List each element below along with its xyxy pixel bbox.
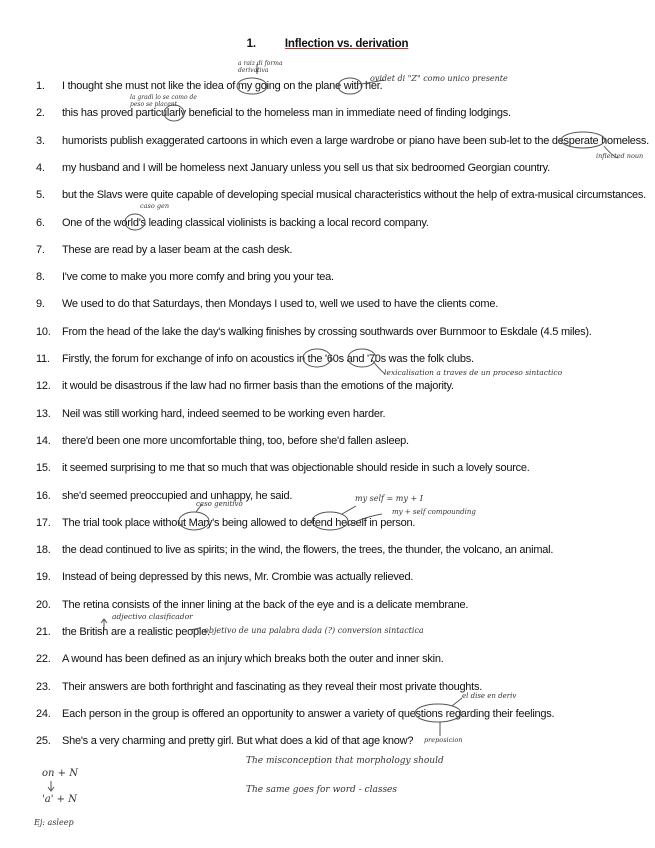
sentence-text: the dead continued to live as spirits; in the wind, the flowers, the trees, the thunder, the volcano, an animal. bbox=[62, 544, 554, 557]
note-21-top: adjectivo clasificador bbox=[112, 612, 193, 621]
sentence-text: One of the world's leading classical violinists is backing a local record company. bbox=[62, 216, 429, 229]
sentence-row bbox=[0, 653, 655, 671]
note-24-bottom: preposicion bbox=[424, 736, 463, 744]
sentence-text: Each person in the group is offered an opportunity to answer a variety of questions regarding their feelings. bbox=[62, 707, 555, 720]
sentence-row bbox=[0, 298, 655, 316]
sentence-text: the British are a realistic people. bbox=[62, 626, 210, 638]
sentence-row bbox=[0, 244, 655, 262]
sentence-number: 17. bbox=[36, 516, 51, 529]
sentence-text: The trial took place without Mary's being allowed to defend herself in person. bbox=[62, 516, 416, 529]
sentence-text: We used to do that Saturdays, then Mondays I used to, well we used to have the clients come. bbox=[62, 298, 499, 311]
sentence-number: 15. bbox=[36, 462, 51, 475]
sentence-number: 13. bbox=[36, 407, 51, 420]
sentence-text: I've come to make you more comfy and bring you your tea. bbox=[62, 271, 334, 284]
sentence-number: 21. bbox=[36, 626, 51, 638]
title-text: Inflection vs. derivation bbox=[284, 38, 409, 50]
sentence-row bbox=[0, 80, 655, 98]
sentence-row bbox=[0, 708, 655, 726]
sentence-text: there'd been one more uncomfortable thing, too, before she'd fallen asleep. bbox=[62, 434, 409, 447]
sentence-number: 23. bbox=[36, 680, 51, 693]
note-left-1: on + N bbox=[42, 768, 78, 779]
sentence-text: Firstly, the forum for exchange of info on acoustics in the '60s and '70s was the folk clubs. bbox=[62, 353, 474, 365]
sentence-row bbox=[0, 599, 655, 617]
note-bottom-1: The misconception that morphology should bbox=[246, 756, 444, 766]
sentence-row bbox=[0, 517, 655, 535]
title-number: 1. bbox=[246, 38, 256, 50]
note-17-top-a: caso genitivo bbox=[196, 500, 243, 508]
sentence-number: 4. bbox=[36, 161, 45, 174]
sentence-number: 8. bbox=[36, 271, 45, 284]
note-left-2: 'a' + N bbox=[42, 794, 77, 805]
sentence-text: Neil was still working hard, indeed seemed to be working even harder. bbox=[62, 407, 386, 420]
sentence-row bbox=[0, 681, 655, 699]
note-6-top: caso gen bbox=[140, 202, 170, 210]
note-1-right: ovidet di "Z" como unico presente bbox=[370, 74, 508, 83]
sentence-row bbox=[0, 408, 655, 426]
sentence-row bbox=[0, 189, 655, 207]
sentence-number: 24. bbox=[36, 707, 51, 720]
sentence-number: 18. bbox=[36, 544, 51, 557]
sentence-text: Instead of being depressed by this news, Mr. Crombie was actually relieved. bbox=[62, 571, 414, 584]
sentence-number: 1. bbox=[36, 80, 45, 92]
sentence-number: 19. bbox=[36, 571, 51, 584]
sentence-row bbox=[0, 326, 655, 344]
note-3-right: inflected noun bbox=[596, 152, 644, 160]
sentence-row bbox=[0, 544, 655, 562]
sentence-number: 9. bbox=[36, 298, 45, 311]
sentence-row bbox=[0, 435, 655, 453]
note-17-top-b: my self = my + I bbox=[355, 494, 423, 503]
sentence-row bbox=[0, 107, 655, 125]
sentence-number: 22. bbox=[36, 653, 51, 666]
sentence-row bbox=[0, 490, 655, 508]
note-bottom-2: The same goes for word - classes bbox=[246, 785, 398, 795]
note-21-right: objetivo de una palabra dada (?) conversion sintactica bbox=[204, 626, 424, 635]
note-2-top: la gradi lo se como de peso se placent bbox=[130, 94, 197, 108]
sentence-row bbox=[0, 571, 655, 589]
sentence-row bbox=[0, 135, 655, 153]
sentence-text: Their answers are both forthright and fascinating as they reveal their most private thoughts. bbox=[62, 680, 483, 693]
sentence-row bbox=[0, 162, 655, 180]
note-1-top: a raiz di forma derivativa bbox=[238, 60, 283, 74]
sentence-text: this has proved particularly beneficial to the homeless man in immediate need of finding lodgings. bbox=[62, 107, 511, 120]
sentence-text: From the head of the lake the day's walking finishes by crossing southwards over Burnmoor to Eskdale (4.5 miles). bbox=[62, 325, 592, 338]
page-title bbox=[0, 38, 655, 50]
sentence-text: but the Slavs were quite capable of developing special musical characteristics without the help of extra-musical circumstances. bbox=[62, 189, 646, 202]
sentence-text: I thought she must not like the idea of my going on the plane with her. bbox=[62, 80, 383, 92]
note-24-top: el dise en deriv bbox=[462, 692, 517, 700]
sentence-text: humorists publish exaggerated cartoons in which even a large wardrobe or piano have been sub-let to the desperate homeless. bbox=[62, 134, 649, 147]
sentence-row bbox=[0, 217, 655, 235]
sentence-text: it would be disastrous if the law had no firmer basis than the emotions of the majority. bbox=[62, 380, 454, 393]
sentence-number: 6. bbox=[36, 216, 45, 229]
sentence-text: it seemed surprising to me that so much that was objectionable should reside in such a lovely source. bbox=[62, 462, 530, 475]
sentence-row bbox=[0, 271, 655, 289]
sentence-text: She's a very charming and pretty girl. But what does a kid of that age know? bbox=[62, 735, 414, 748]
sentence-row bbox=[0, 462, 655, 480]
note-left-3: Ej: asleep bbox=[34, 818, 74, 827]
sentence-number: 5. bbox=[36, 189, 45, 202]
sentence-row bbox=[0, 380, 655, 398]
note-11-right: lexicalisation a traves de un proceso sintactico bbox=[384, 368, 563, 377]
sentence-number: 3. bbox=[36, 134, 45, 147]
sentence-number: 16. bbox=[36, 489, 51, 502]
sentence-text: The retina consists of the inner lining at the back of the eye and is a delicate membrane. bbox=[62, 598, 469, 611]
sentence-number: 20. bbox=[36, 598, 51, 611]
sentence-number: 2. bbox=[36, 107, 45, 120]
sentence-number: 11. bbox=[36, 353, 50, 365]
sentence-number: 7. bbox=[36, 243, 45, 256]
note-17-right: my + self compounding bbox=[392, 508, 476, 516]
sentence-number: 10. bbox=[36, 325, 51, 338]
sentence-number: 14. bbox=[36, 434, 51, 447]
sentence-row bbox=[0, 735, 655, 753]
sentence-text: A wound has been defined as an injury which breaks both the outer and inner skin. bbox=[62, 653, 444, 666]
sentence-text: These are read by a laser beam at the cash desk. bbox=[62, 243, 293, 256]
sentence-text: she'd seemed preoccupied and unhappy, he said. bbox=[62, 489, 293, 502]
sentence-number: 25. bbox=[36, 735, 51, 748]
sentence-number: 12. bbox=[36, 380, 51, 393]
sentence-text: my husband and I will be homeless next January unless you sell us that six bedroomed Georgian country. bbox=[62, 161, 550, 174]
